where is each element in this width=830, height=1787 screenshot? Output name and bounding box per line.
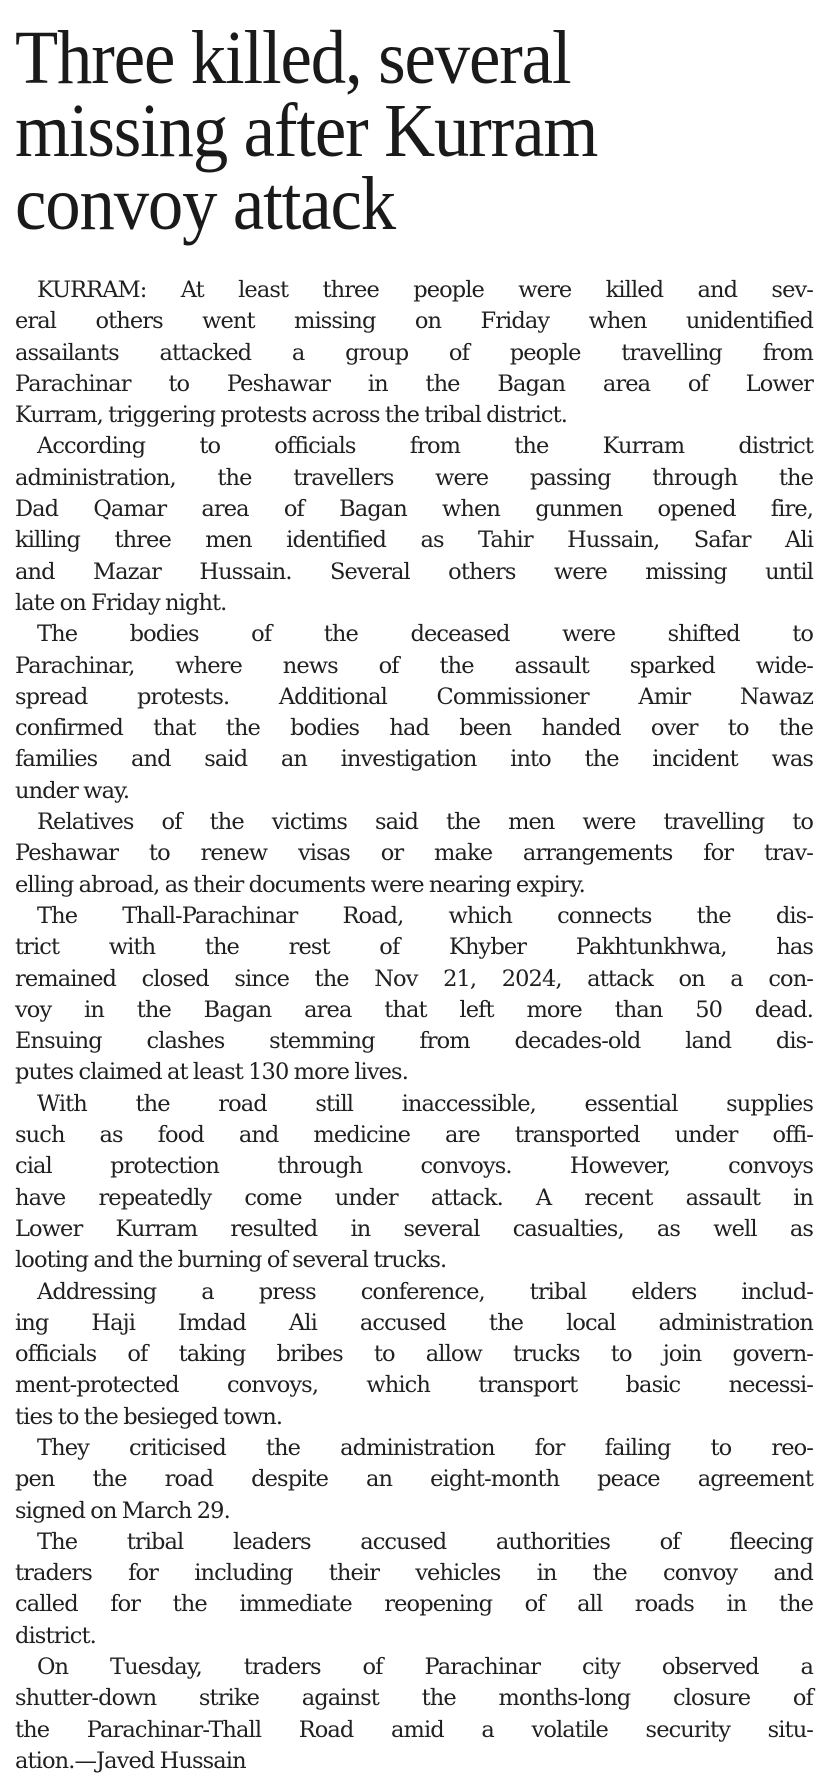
text-line: elling abroad, as their documents were nearing expiry.	[15, 871, 585, 898]
paragraph-officials	[15, 431, 813, 619]
paragraph-press-conference	[15, 1277, 813, 1433]
text-line: called for the immediate reopening of all roads in the	[15, 1591, 813, 1618]
paragraph-relatives	[15, 807, 813, 901]
headline-line: Three killed, several	[15, 16, 571, 100]
headline-line: missing after Kurram	[15, 89, 598, 173]
text-line: under way.	[15, 777, 130, 804]
text-line: have repeatedly come under attack. A recent assault in	[15, 1184, 813, 1211]
text-line: The Thall-Parachinar Road, which connects the dis-	[37, 902, 813, 929]
text-line: trict with the rest of Khyber Pakhtunkhwa, has	[15, 934, 813, 961]
paragraph-road-closure	[15, 901, 813, 1089]
text-line: shutter-down strike against the months-long closure of	[15, 1685, 813, 1712]
text-line: They criticised the administration for failing to reo-	[37, 1434, 813, 1461]
text-line: and Mazar Hussain. Several others were missing until	[15, 558, 813, 585]
headline	[15, 0, 830, 246]
paragraph-dateline-lede	[15, 275, 813, 431]
text-line: KURRAM: At least three people were killed and sev-	[37, 277, 813, 303]
text-line: With the road still inaccessible, essential supplies	[37, 1090, 813, 1117]
text-line: On Tuesday, traders of Parachinar city observed a	[37, 1654, 813, 1681]
paragraph-tribal-leaders	[15, 1527, 813, 1652]
text-line: traders for including their vehicles in the convoy and	[15, 1560, 813, 1587]
text-line: killing three men identified as Tahir Hussain, Safar Ali	[15, 527, 813, 554]
text-line: Lower Kurram resulted in several casualties, as well as	[15, 1215, 813, 1242]
text-line: late on Friday night.	[15, 589, 227, 616]
text-line: The tribal leaders accused authorities of fleecing	[37, 1528, 813, 1555]
paragraph-criticism	[15, 1433, 813, 1527]
text-line: such as food and medicine are transported under offi-	[15, 1122, 813, 1149]
text-line: ment-protected convoys, which transport basic necessi-	[15, 1372, 813, 1399]
text-line: Parachinar, where news of the assault sparked wide-	[15, 652, 813, 679]
text-line: Addressing a press conference, tribal elders includ-	[37, 1278, 813, 1305]
text-line: assailants attacked a group of people travelling from	[15, 339, 813, 366]
text-line: administration, the travellers were passing through the	[15, 464, 813, 491]
text-line: the Parachinar-Thall Road amid a volatile security situ-	[15, 1716, 813, 1743]
paragraph-supplies	[15, 1089, 813, 1277]
text-line: remained closed since the Nov 21, 2024, attack on a con-	[15, 965, 813, 992]
text-line: Peshawar to renew visas or make arrangements for trav-	[15, 840, 813, 867]
text-line: officials of taking bribes to allow trucks to join govern-	[15, 1341, 813, 1368]
text-line: Parachinar to Peshawar in the Bagan area of Lower	[15, 370, 813, 397]
text-line: eral others went missing on Friday when unidentified	[15, 308, 813, 335]
text-line: pen the road despite an eight-month peace agreement	[15, 1466, 813, 1493]
text-line: Relatives of the victims said the men were travelling to	[37, 809, 813, 836]
text-line: Kurram, triggering protests across the tribal district.	[15, 402, 567, 429]
text-line-byline: ation.—Javed Hussain	[15, 1747, 246, 1774]
text-line: confirmed that the bodies had been handed over to the	[15, 715, 813, 742]
text-line: spread protests. Additional Commissioner Amir Nawaz	[15, 683, 813, 710]
text-line: voy in the Bagan area that left more than 50 dead.	[15, 996, 813, 1023]
text-line: looting and the burning of several trucks.	[15, 1247, 447, 1274]
text-line: district.	[15, 1622, 96, 1649]
text-line: ties to the besieged town.	[15, 1403, 283, 1430]
text-line: The bodies of the deceased were shifted to	[37, 621, 813, 648]
text-line: signed on March 29.	[15, 1497, 230, 1524]
text-line: putes claimed at least 130 more lives.	[15, 1059, 408, 1086]
text-line: Dad Qamar area of Bagan when gunmen opened fire,	[15, 496, 813, 523]
paragraph-bodies	[15, 619, 813, 807]
text-line: families and said an investigation into the incident was	[15, 746, 813, 773]
text-line: Ensuing clashes stemming from decades-old land dis-	[15, 1028, 813, 1055]
paragraph-strike-byline	[15, 1652, 813, 1777]
text-line: ing Haji Imdad Ali accused the local administration	[15, 1309, 813, 1336]
headline-line: convoy attack	[15, 162, 395, 246]
text-line: cial protection through convoys. However, convoys	[15, 1153, 813, 1180]
text-line: According to officials from the Kurram district	[37, 433, 813, 460]
article-body	[15, 275, 813, 1777]
